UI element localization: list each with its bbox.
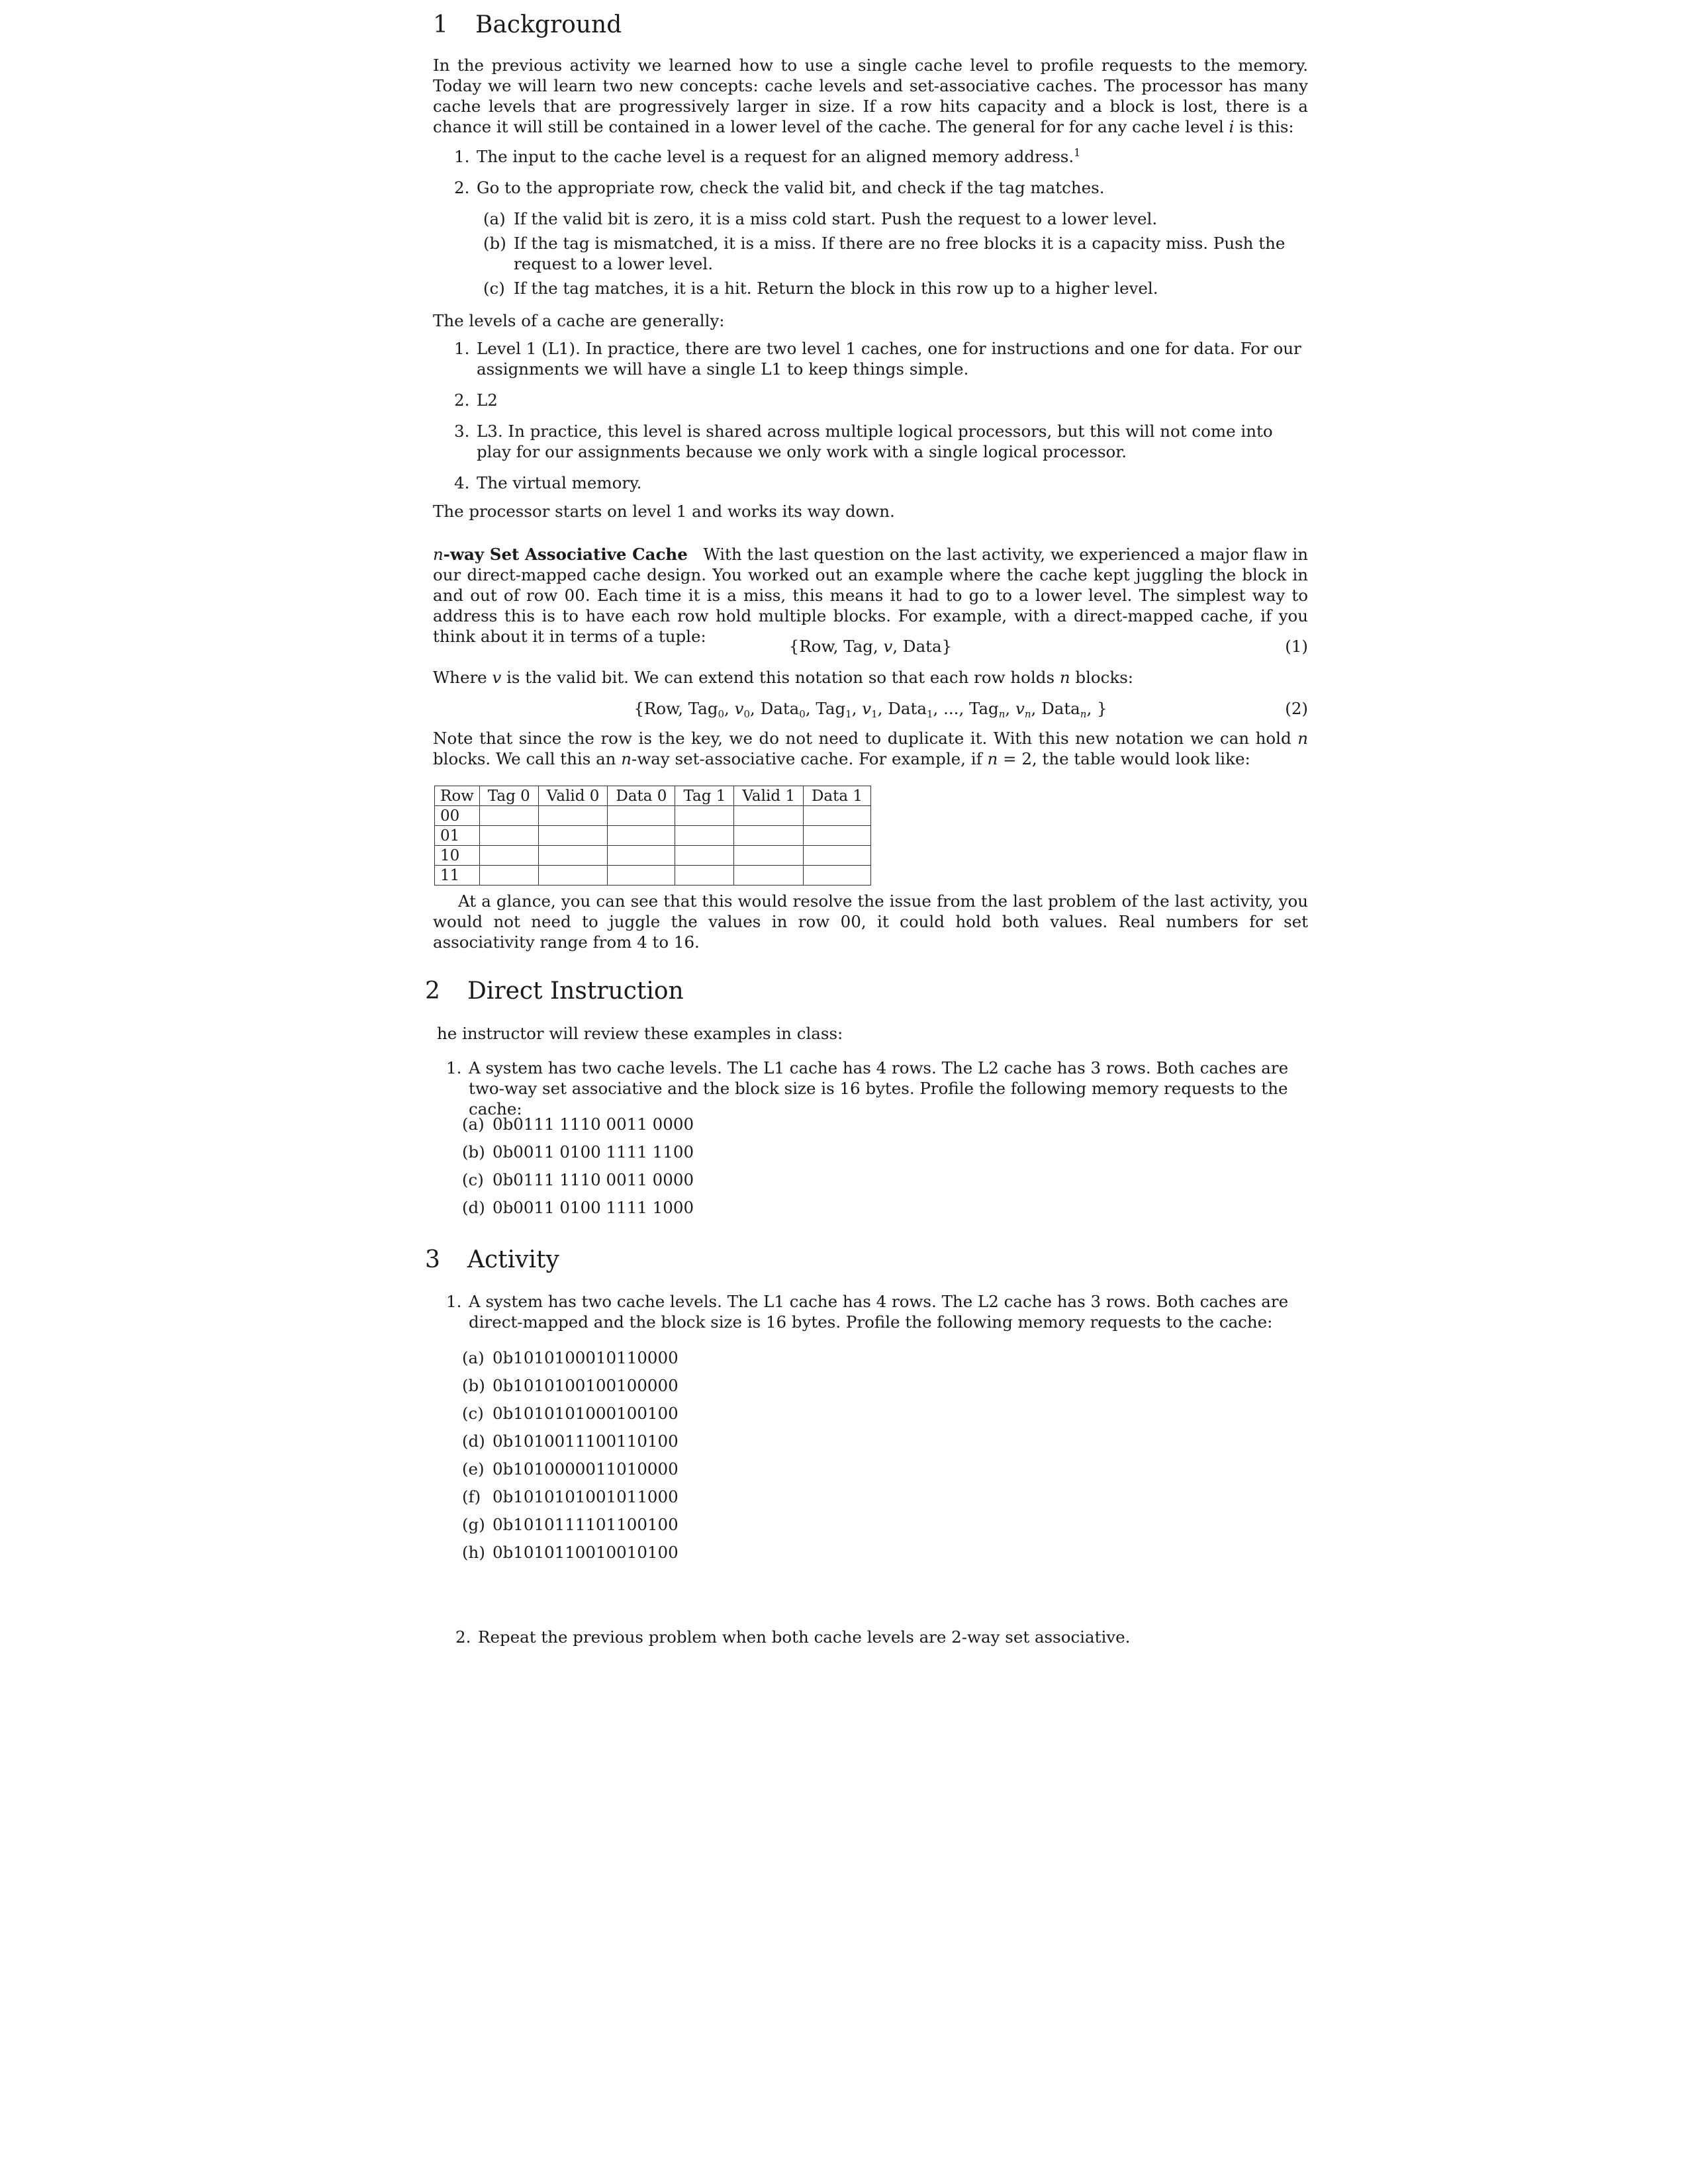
table-header: Tag 1	[675, 786, 734, 806]
direct-instruction-intro: he instructor will review these examples in class:	[437, 1024, 843, 1043]
list-item: 1. The input to the cache level is a request for an aligned memory address.$^1$	[454, 146, 1081, 166]
list-item: (b) 0b0011 0100 1111 1100	[462, 1142, 694, 1161]
table-header: Valid 0	[538, 786, 608, 806]
list-item: 3. L3. In practice, this level is shared across multiple logical processors, but this will not come into play for our assignments because we only work with a single logical processor.	[454, 422, 1273, 461]
section-3-heading: 3 Activity	[425, 1246, 559, 1273]
where-text: Where v is the valid bit. We can extend this notation so that each row holds n blocks:	[433, 668, 1134, 687]
list-item: 1. A system has two cache levels. The L1 cache has 4 rows. The L2 cache has 3 rows. Both caches are two-way set associative and the block size is 16 bytes. Profile the following memory requests to the cache:	[446, 1058, 1289, 1118]
activity-requests-list	[412, 1347, 679, 1563]
table-header: Data 1	[803, 786, 870, 806]
table-header-row	[435, 786, 871, 806]
list-item: (c) If the tag matches, it is a hit. Return the block in this row up to a higher level.	[483, 279, 1158, 298]
cache-levels-list	[433, 338, 1308, 493]
activity-list	[425, 1291, 1301, 1332]
list-item: (g) 0b1010111101100100	[462, 1515, 679, 1534]
activity-list-2	[434, 1627, 1308, 1647]
list-item: (c) 0b0111 1110 0011 0000	[462, 1170, 694, 1189]
list-item: 1. A system has two cache levels. The L1 cache has 4 rows. The L2 cache has 3 rows. Both caches are direct-mapped and the block size is 16 bytes. Profile the following memory requests to the cache:	[446, 1292, 1289, 1332]
section-1-heading: 1 Background	[433, 11, 622, 38]
list-item: (f) 0b1010101001011000	[462, 1487, 679, 1506]
background-intro: In the previous activity we learned how to use a single cache level to profile requests to the memory. Today we will learn two new concepts: cache levels and set-associative caches. The processor has many cache levels that are progressively larger in size. If a row hits capacity and a block is lost, there is a chance it will still be contained in a lower level of the cache. The general for for any cache level i is this:	[433, 56, 1308, 136]
nway-heading: n-way Set Associative Cache	[433, 545, 688, 564]
glance-text: At a glance, you can see that this would resolve the issue from the last problem of the last activity, you would not need to juggle the values in row 00, it could hold both values. Real numbers for set associativity range from 4 to 16.	[433, 891, 1308, 952]
table-header: Row	[435, 786, 480, 806]
table-row: 00	[435, 806, 871, 826]
equation-1: {Row, Tag, v, Data} (1)	[788, 637, 1308, 656]
nway-paragraph: n-way Set Associative Cache With the last question on the last activity, we experienced a major flaw in our direct-mapped cache design. You worked out an example where the cache kept juggling the block in and out of row 00. Each time it is a miss, this means it had to go to a lower level. The simplest way to address this is to have each row hold multiple blocks. For example, with a direct-mapped cache, if you think about it in terms of a tuple:	[433, 545, 1308, 646]
list-item: (d) 0b0011 0100 1111 1000	[462, 1198, 694, 1217]
list-item: 1. Level 1 (L1). In practice, there are two level 1 caches, one for instructions and one for data. For our assignments we will have a single L1 to keep things simple.	[454, 339, 1301, 379]
list-item: (d) 0b1010011100110100	[462, 1432, 679, 1451]
table-header: Tag 0	[479, 786, 538, 806]
section-2-heading: 2 Direct Instruction	[425, 978, 684, 1005]
list-item: (b) 0b1010100100100000	[462, 1376, 679, 1395]
cache-substeps-list	[433, 208, 1308, 298]
two-way-cache-table	[434, 786, 871, 886]
cache-steps-list	[433, 146, 1308, 208]
list-item: (a) If the valid bit is zero, it is a miss cold start. Push the request to a lower level.	[483, 209, 1158, 228]
list-item: 4. The virtual memory.	[454, 473, 642, 492]
list-item: (b) If the tag is mismatched, it is a miss. If there are no free blocks it is a capacity miss. Push the request to a lower level.	[483, 234, 1286, 273]
levels-intro: The levels of a cache are generally:	[433, 311, 725, 330]
list-item: (a) 0b0111 1110 0011 0000	[462, 1115, 694, 1134]
list-item: 2. Repeat the previous problem when both cache levels are 2-way set associative.	[455, 1627, 1131, 1647]
note-text: Note that since the row is the key, we do not need to duplicate it. With this new notation we can hold n blocks. We call this an n-way set-associative cache. For example, if n = 2, the table would look like:	[433, 729, 1308, 768]
table-header: Data 0	[608, 786, 675, 806]
table-header: Valid 1	[734, 786, 804, 806]
equation-2: {Row, Tag$_0$, $v_0$, Data$_0$, Tag$_1$, $v_1$, Data$_1$, ..., Tag$_n$, $v_n$, Data$_n$, } (2)	[633, 699, 1308, 720]
list-item: (h) 0b1010110010010100	[462, 1543, 679, 1562]
table-row: 11	[435, 866, 871, 886]
list-item: 2. Go to the appropriate row, check the valid bit, and check if the tag matches.	[454, 178, 1105, 197]
list-item: (a) 0b1010100010110000	[462, 1348, 679, 1367]
direct-instruction-list	[425, 1058, 1301, 1119]
table-row: 10	[435, 846, 871, 866]
levels-outro: The processor starts on level 1 and works its way down.	[433, 502, 895, 521]
direct-requests-list	[412, 1114, 694, 1218]
table-row: 01	[435, 826, 871, 846]
list-item: 2. L2	[454, 390, 498, 410]
list-item: (e) 0b1010000011010000	[462, 1459, 679, 1479]
list-item: (c) 0b1010101000100100	[462, 1404, 679, 1423]
